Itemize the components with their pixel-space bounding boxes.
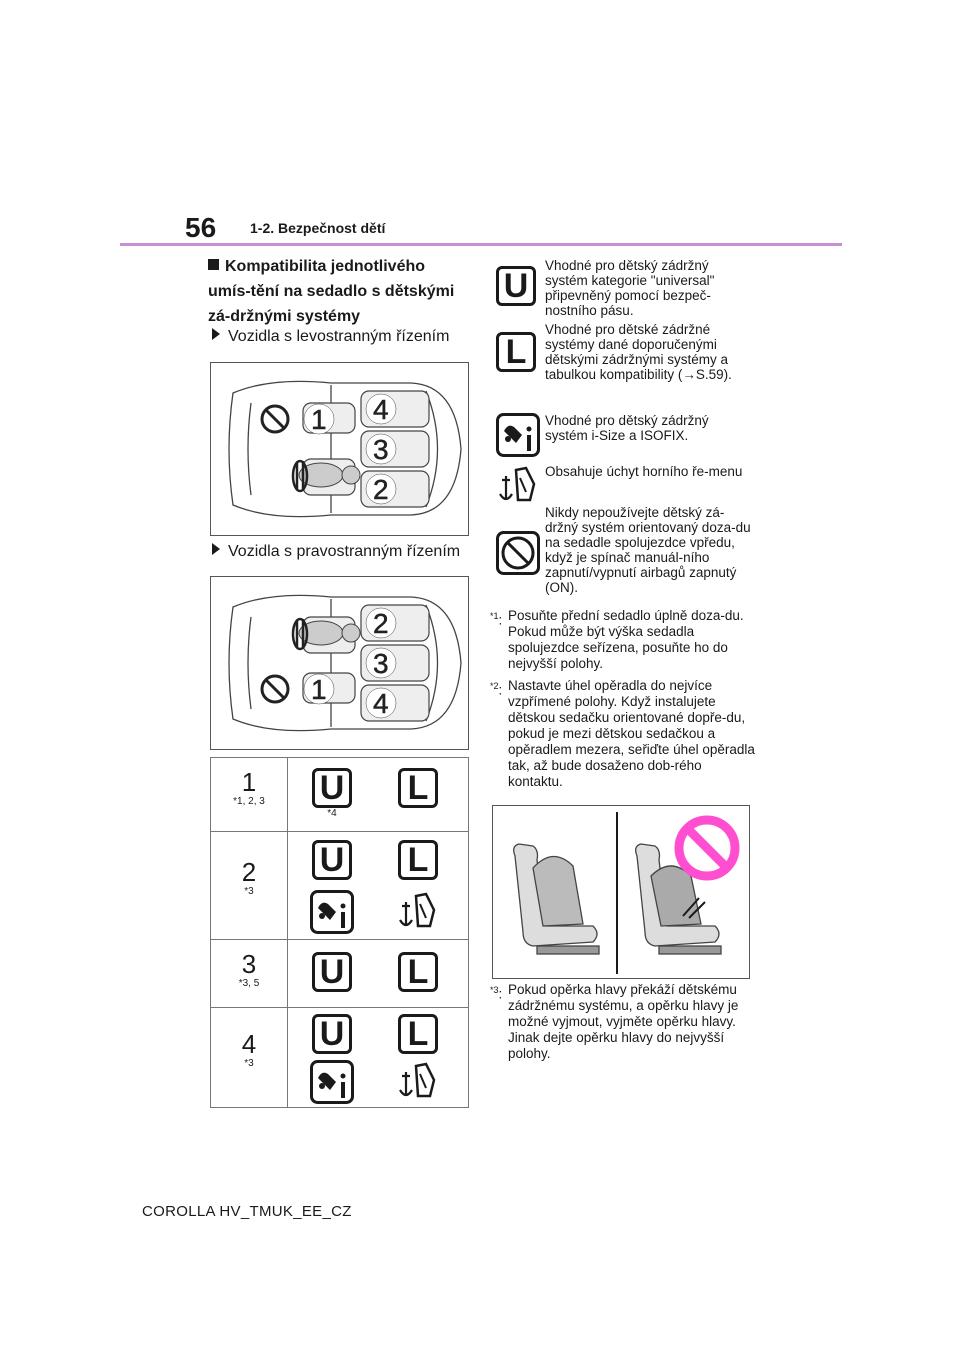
page-number: 56 [185, 212, 217, 243]
seat-number-4: 4 [373, 688, 389, 719]
footnote-mark: *2 [490, 681, 499, 691]
prohibited-seat-icon [262, 676, 288, 702]
seat-number: 3 [241, 949, 257, 979]
anchor-icon [396, 1060, 440, 1104]
footnote-3: $^{*3}$: Pokud opěrka hlavy překáží dětskému zádržnému systému, a opěrku hlavy je možné vyjmout, vyjměte opěrku hlavy. Jinak dejte opěrku hlavy do nejvyšší polohy. [490, 982, 758, 1062]
l-icon: L [398, 768, 438, 808]
u-note: *4 [327, 808, 337, 819]
seat-number-3: 3 [373, 648, 389, 679]
footnote-mark: *3 [490, 985, 499, 995]
car-diagram-rhd [210, 576, 469, 750]
seat-number: 4 [241, 1029, 257, 1059]
table-row [211, 1008, 469, 1108]
prohibited-icon [679, 820, 735, 876]
seat-note: *1, 2, 3 [233, 796, 265, 807]
seat-number-3: 3 [373, 434, 389, 465]
table-cell-seat [211, 758, 288, 832]
table-row [211, 758, 469, 832]
legend-item-i-size [496, 413, 756, 457]
i-size-icon [310, 1060, 354, 1104]
subheading-rhd-text: Vozidla s pravostranným řízením [228, 543, 461, 560]
seat-number-1: 1 [311, 674, 327, 705]
l-icon: L [398, 840, 438, 880]
triangle-bullet-icon [212, 328, 220, 340]
heading-text: Kompatibilita jednotlivého umís-tění na sedadlo s dětskými zá-držnými systémy [208, 258, 455, 325]
anchor-icon [396, 890, 440, 934]
table-cell-icons [288, 758, 469, 832]
headrest-figure [492, 805, 750, 979]
seat-illustration-left [514, 844, 599, 954]
table-row [211, 832, 469, 940]
subheading-lhd [212, 327, 449, 347]
legend-text: Vhodné pro dětský zádržný systém i-Size a ISOFIX. [545, 413, 709, 443]
seat-number-4: 4 [373, 394, 389, 425]
legend-item-l [496, 322, 756, 404]
compatibility-table [210, 757, 469, 1108]
u-icon: U [312, 840, 352, 880]
seat-number-2: 2 [373, 608, 389, 639]
footnote-2: $^{*2}$: Nastavte úhel opěradla do nejvíce vzpřímené polohy. Když instalujete dětskou sedačku orientované dopře-du, pokud je mezi dětskou sedačkou a opěradlem mezera, seřiďte úhel opěradla tak, až bude dosaženo dob-rého kontaktu. [490, 678, 758, 790]
table-cell-icons [288, 832, 469, 940]
subheading-rhd [212, 542, 460, 562]
table-cell-icons [288, 1008, 469, 1108]
header-rule [120, 243, 842, 246]
l-icon: L [496, 332, 536, 372]
prohibited-seat-icon [262, 406, 288, 432]
table-cell-seat [211, 1008, 288, 1108]
legend-item-prohibited [496, 505, 756, 601]
table-cell-icons [288, 940, 469, 1008]
heading [208, 254, 470, 329]
seat-note: *3, 5 [238, 978, 260, 989]
footnote-text: Nastavte úhel opěradla do nejvíce vzpřímené polohy. Když instalujete dětskou sedačku orientované dopře-du, pokud je mezi dětskou sedačkou a opěradlem mezera, seřiďte úhel opěradla tak, až bude dosaženo dob-rého kontaktu. [508, 678, 755, 789]
u-icon: U [312, 768, 352, 808]
u-icon: U [496, 266, 536, 306]
table-row [211, 940, 469, 1008]
seat-number-2: 2 [373, 474, 389, 505]
legend-text: Nikdy nepoužívejte dětský zá-držný systém orientovaný doza-du na sedadle spolujezdce vpředu, když je spínač manuál-ního zapnutí/vypnutí airbagů zapnutý (ON). [545, 505, 751, 595]
footnote-1: $^{*1}$: Posuňte přední sedadlo úplně doza-du. Pokud může být výška sedadla spolujezdce seřízena, posuňte ho do nejvyšší polohy. [490, 608, 758, 672]
triangle-bullet-icon [212, 543, 220, 555]
seat-number-1: 1 [311, 404, 327, 435]
i-size-icon [310, 890, 354, 934]
legend-text: Vhodné pro dětské zádržné systémy dané doporučenými dětskými zádržnými systémy a tabulkou kompatibility (→S.59). [545, 322, 732, 382]
l-icon: L [398, 952, 438, 992]
footnote-text: Pokud opěrka hlavy překáží dětskému zádržnému systému, a opěrku hlavy je možné vyjmout, vyjměte opěrku hlavy. Jinak dejte opěrku hlavy do nejvyšší polohy. [508, 982, 739, 1061]
car-diagram-lhd [210, 362, 469, 536]
legend-text: Vhodné pro dětský zádržný systém kategorie "universal" připevněný pomocí bezpeč-nostního pásu. [545, 258, 715, 318]
legend-item-anchor [496, 464, 756, 504]
section-title: 1-2. Bezpečnost dětí [250, 220, 386, 236]
anchor-icon [496, 464, 540, 508]
subheading-lhd-text: Vozidla s levostranným řízením [228, 328, 450, 345]
seat-number: 2 [241, 857, 257, 887]
footnote-text: Posuňte přední sedadlo úplně doza-du. Pokud může být výška sedadla spolujezdce seřízena, posuňte ho do nejvyšší polohy. [508, 608, 744, 671]
seat-number: 1 [241, 767, 257, 797]
footer-model: COROLLA HV_TMUK_EE_CZ [142, 1203, 352, 1220]
square-bullet-icon [208, 259, 219, 270]
footnote-mark: *1 [490, 611, 499, 621]
seat-note: *3 [244, 1058, 254, 1069]
legend-text: Obsahuje úchyt horního ře-menu [545, 464, 743, 479]
legend-item-u [496, 258, 756, 324]
table-cell-seat [211, 832, 288, 940]
i-size-icon [496, 413, 540, 457]
seat-note: *3 [244, 886, 254, 897]
table-cell-seat [211, 940, 288, 1008]
l-icon: L [398, 1014, 438, 1054]
u-icon: U [312, 1014, 352, 1054]
u-icon: U [312, 952, 352, 992]
prohibited-seat-icon [496, 531, 540, 575]
